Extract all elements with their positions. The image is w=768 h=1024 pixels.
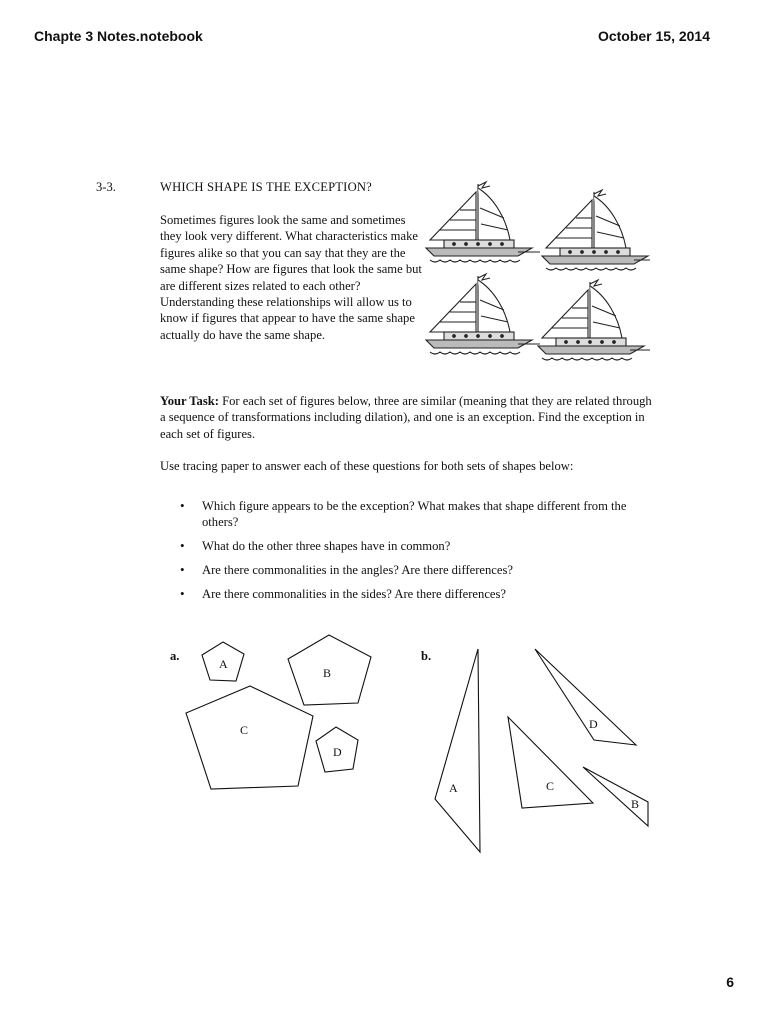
set-a-label: a. (170, 649, 180, 663)
triangle-label-a: A (449, 781, 458, 795)
question-item: • Are there commonalities in the sides? Are there differences? (180, 586, 630, 602)
notebook-date: October 15, 2014 (597, 28, 710, 44)
intro-paragraph: Sometimes figures look the same and sometimes they look very different. What characteristics make figures alike so that you can say that they are the same shape? How are figures that look the same but are different sizes related to each other? Understanding these relationships will allow us to know if figures that appear to have the same shape actually do have the same shape. (160, 213, 422, 342)
question-item: • What do the other three shapes have in common? (180, 538, 630, 554)
set-b-label: b. (421, 649, 432, 663)
shape-label-c: C (240, 723, 249, 737)
triangle-a (435, 649, 480, 852)
question-item: • Are there commonalities in the angles? Are there differences? (180, 562, 630, 578)
shape-label-a: A (219, 657, 228, 671)
shape-label-b: B (323, 666, 332, 680)
page-number: 6 (726, 974, 734, 990)
task-label: Your Task: (160, 394, 219, 408)
triangle-c (508, 717, 593, 808)
tracing-instructions: Use tracing paper to answer each of these questions for both sets of shapes below: (160, 459, 574, 473)
triangle-label-b: B (631, 797, 640, 811)
notebook-title: Chapte 3 Notes.notebook (34, 28, 203, 44)
question-item: • Which figure appears to be the exception? What makes that shape different from the others? (180, 498, 630, 531)
problem-number: 3-3. (96, 180, 116, 194)
task-text: For each set of figures below, three are similar (meaning that they are related through a sequence of transformations including dilation), and one is an exception. Find the exception in each set of figures. (160, 394, 652, 441)
triangle-d (535, 649, 636, 745)
triangle-label-c: C (546, 779, 555, 793)
triangle-label-d: D (589, 717, 598, 731)
problem-title: WHICH SHAPE IS THE EXCEPTION? (160, 180, 372, 194)
shape-label-d: D (333, 745, 342, 759)
pentagon-c (186, 686, 313, 789)
